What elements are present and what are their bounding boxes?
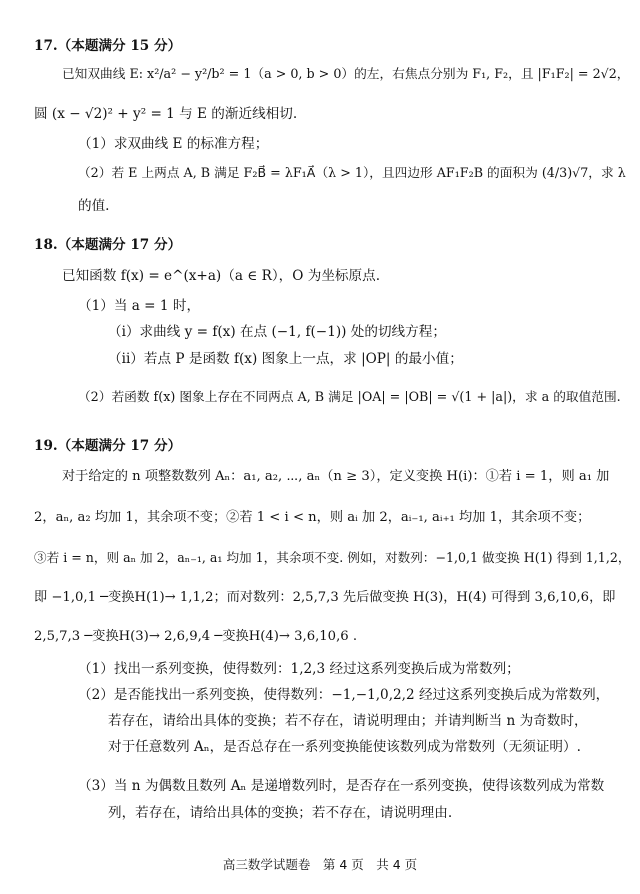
q17-part2: （2）若 E 上两点 A, B 满足 F₂B⃗ = λF₁A⃗（λ > 1），且四边形 AF₁F₂B 的面积为 (4/3)√7，求 λ [78, 165, 626, 180]
q19-part2-line2: 若存在，请给出具体的变换；若不存在，请说明理由；并请判断当 n 为奇数时， [108, 713, 588, 729]
q19-part1: （1）找出一系列变换，使得数列：1,2,3 经过这系列变换后成为常数列； [78, 661, 520, 677]
q18-part1: （1）当 a = 1 时， [78, 298, 201, 314]
q19-part3: （3）当 n 为偶数且数列 Aₙ 是递增数列时，是否存在一系列变换，使得该数列成为常数 [78, 778, 605, 794]
q18-part1-ii: （ii）若点 P 是函数 f(x) 图象上一点，求 |OP| 的最小值； [108, 351, 463, 367]
q18-given: 已知函数 f(x) = e^(x+a)（a ∈ R），O 为坐标原点. [62, 268, 381, 284]
q17-part1: （1）求双曲线 E 的标准方程； [78, 136, 269, 152]
q17-part2-continued: 的值. [78, 198, 110, 214]
page-footer: 高三数学试题卷 第 4 页 共 4 页 [222, 857, 418, 872]
q19-part2-line3: 对于任意数列 Aₙ，是否总存在一系列变换能使该数列成为常数列（无须证明）. [108, 739, 581, 755]
q19-example-line4: 即 −1,0,1 ─变换H(1)→ 1,1,2；而对数列：2,5,7,3 先后做变换 H(3)，H(4) 可得到 3,6,10,6，即 [34, 590, 616, 605]
q19-part2: （2）是否能找出一系列变换，使得数列：−1,−1,0,2,2 经过这系列变换后成为常数列， [78, 687, 610, 703]
q17-given: 已知双曲线 E: x²/a² − y²/b² = 1（a > 0, b > 0）的左，右焦点分别为 F₁, F₂，且 |F₁F₂| = 2√2， [62, 66, 630, 81]
q17-header: 17.（本题满分 15 分） [34, 38, 182, 54]
q18-part2: （2）若函数 f(x) 图象上存在不同两点 A, B 满足 |OA| = |OB| = √(1 + |a|)，求 a 的取值范围. [78, 389, 621, 404]
q19-definition-line2: 2，aₙ, a₂ 均加 1，其余项不变；②若 1 < i < n，则 aᵢ 加 2，aᵢ₋₁, aᵢ₊₁ 均加 1，其余项不变； [34, 510, 591, 525]
q18-header: 18.（本题满分 17 分） [34, 237, 182, 253]
q19-example-line5: 2,5,7,3 ─变换H(3)→ 2,6,9,4 ─变换H(4)→ 3,6,10,6 . [34, 629, 358, 644]
q19-definition-line3: ③若 i = n，则 aₙ 加 2，aₙ₋₁, a₁ 均加 1，其余项不变. 例如，对数列：−1,0,1 做变换 H(1) 得到 1,1,2， [34, 550, 631, 565]
q19-part3-line2: 列，若存在，请给出具体的变换；若不存在，请说明理由. [108, 805, 453, 821]
q18-part1-i: （i）求曲线 y = f(x) 在点 (−1, f(−1)) 处的切线方程； [108, 324, 446, 340]
q19-header: 19.（本题满分 17 分） [34, 438, 182, 454]
q19-definition-line1: 对于给定的 n 项整数数列 Aₙ：a₁, a₂, ⋯, aₙ（n ≥ 3），定义变换 H(i)：①若 i = 1，则 a₁ 加 [62, 469, 610, 484]
q17-given-circle: 圆 (x − √2)² + y² = 1 与 E 的渐近线相切. [34, 106, 298, 122]
